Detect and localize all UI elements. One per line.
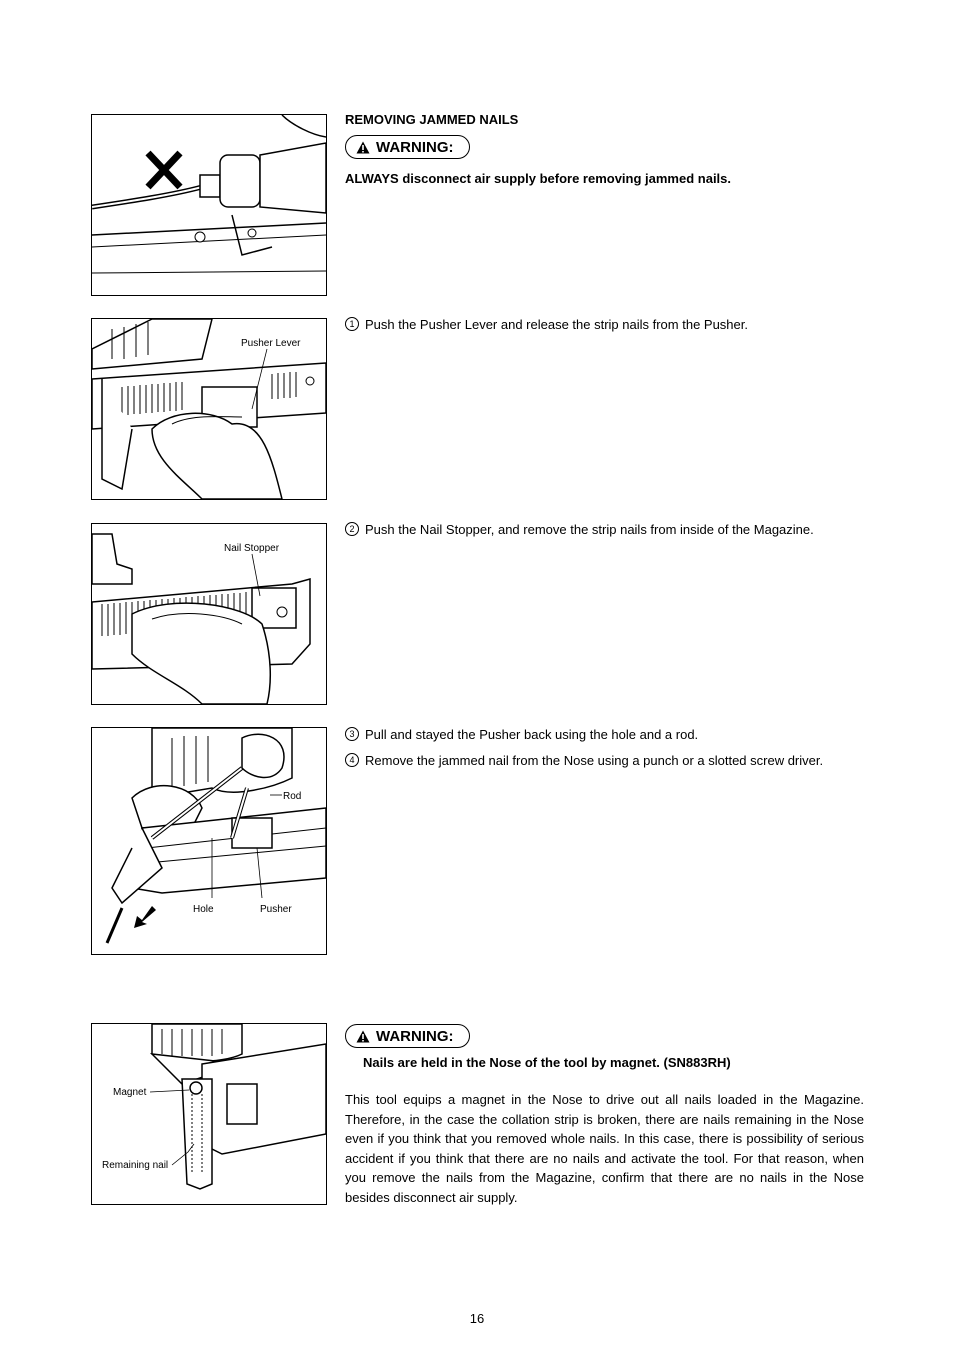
magnet-label: Magnet [113, 1087, 147, 1098]
magnet-nose-illustration [92, 1024, 326, 1204]
step-1 [345, 315, 748, 334]
figure-magnet [91, 1023, 327, 1205]
warning-badge [345, 135, 470, 159]
step-text: Pull and stayed the Pusher back using the hole and a rod. [365, 727, 699, 742]
section-title: REMOVING JAMMED NAILS [345, 112, 519, 127]
cross-icon [148, 153, 180, 187]
rod-hole-pusher-illustration [92, 728, 326, 954]
magnet-warning-body: This tool equips a magnet in the Nose to drive out all nails loaded in the Magazine. Therefore, in the case the collation strip is broken, there are nails remaining in the Nose even if you think that you removed whole nails. In this case, there is possibility of serious accident if you think that there are no nails and activate the tool. For that reason, when you remove the nails from the Magazine, confirm that there are no nails in the Nose besides disconnect air supply. [345, 1092, 864, 1205]
figure-disconnect-air [91, 114, 327, 296]
step-4 [345, 751, 823, 770]
step-number: 4 [345, 753, 359, 767]
step-number: 2 [345, 522, 359, 536]
rod-label: Rod [283, 791, 302, 802]
step-text: Push the Nail Stopper, and remove the strip nails from inside of the Magazine. [365, 522, 814, 537]
step-3 [345, 725, 698, 744]
nail-stopper-label: Nail Stopper [224, 543, 280, 554]
step-2 [345, 520, 814, 539]
step-text: Remove the jammed nail from the Nose using a punch or a slotted screw driver. [365, 753, 824, 768]
step-number: 3 [345, 727, 359, 741]
warning-badge-2 [345, 1024, 470, 1048]
figure-nail-stopper [91, 523, 327, 705]
pusher-lever-label: Pusher Lever [241, 338, 301, 349]
remaining-nail-label: Remaining nail [102, 1160, 169, 1171]
down-arrow-icon [134, 906, 156, 928]
magnet-warning-subtitle: Nails are held in the Nose of the tool by magnet. (SN883RH) [363, 1055, 731, 1070]
warning-triangle-icon [356, 141, 370, 154]
step-number: 1 [345, 317, 359, 331]
warning-triangle-icon [356, 1030, 370, 1043]
pusher-lever-illustration [92, 319, 326, 499]
nail-stopper-illustration [92, 524, 326, 704]
warning-label: WARNING: [376, 138, 454, 156]
page-number: 16 [469, 1311, 485, 1326]
figure-pusher-lever [91, 318, 327, 500]
hole-label: Hole [193, 904, 214, 915]
nailer-air-hose-illustration [92, 115, 326, 295]
warning-text: ALWAYS disconnect air supply before removing jammed nails. [345, 171, 732, 186]
warning-label: WARNING: [376, 1027, 454, 1045]
step-text: Push the Pusher Lever and release the strip nails from the Pusher. [365, 317, 748, 332]
figure-rod-hole-pusher [91, 727, 327, 955]
pusher-label: Pusher [260, 904, 292, 915]
